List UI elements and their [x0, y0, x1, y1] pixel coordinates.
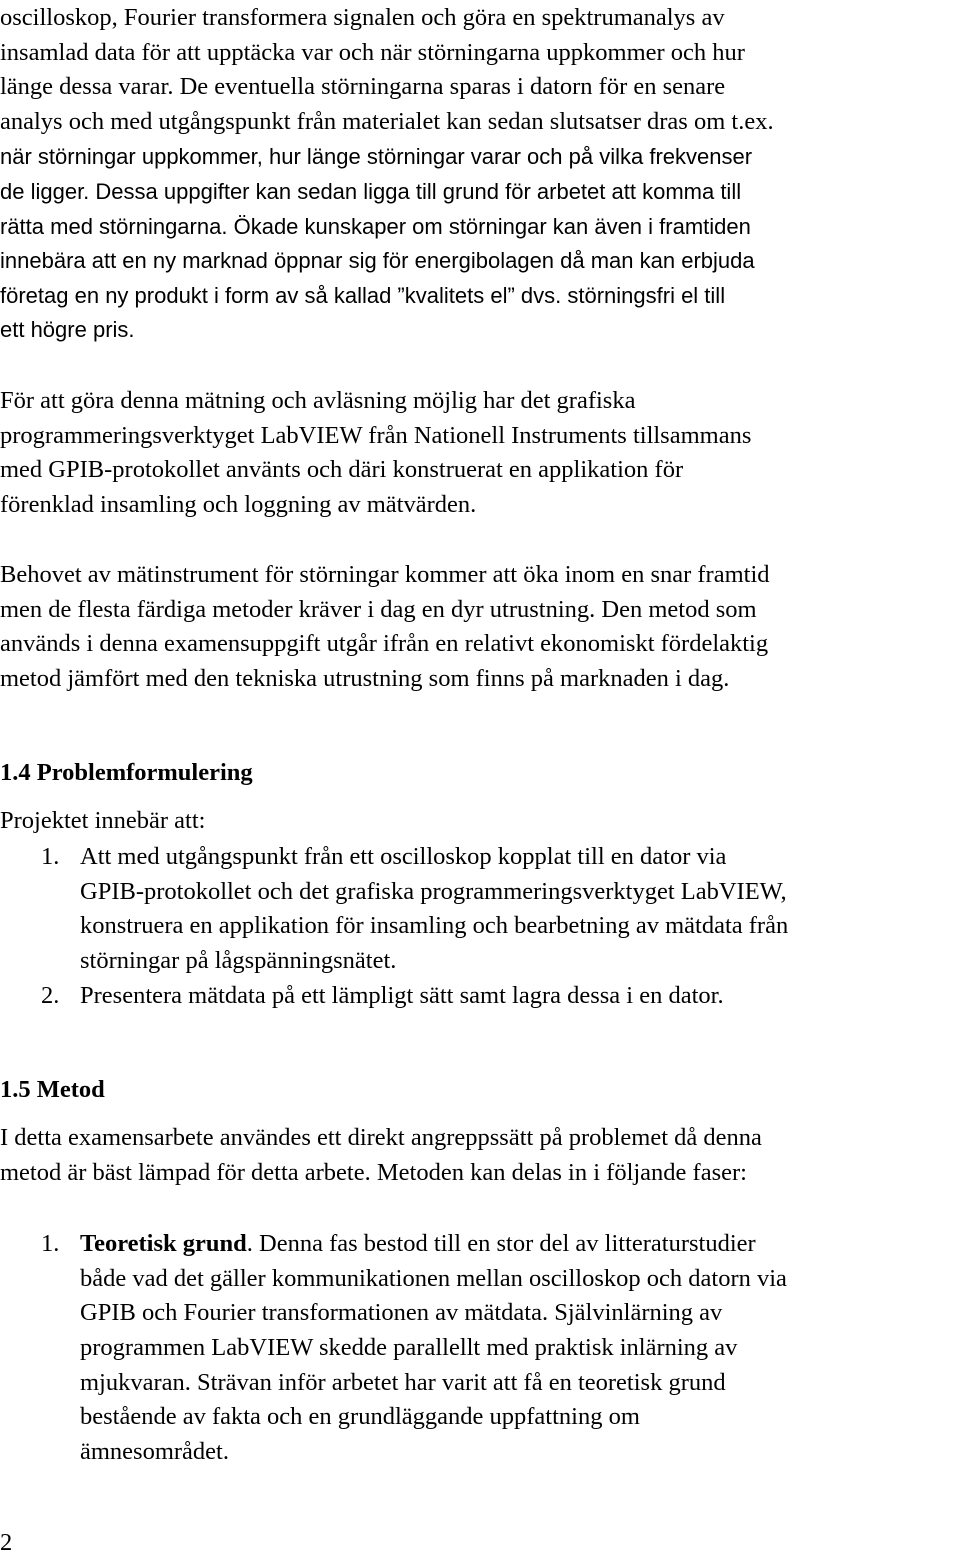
intro-line-mixed: [0, 215, 751, 240]
paragraph-line: metod är bäst lämpad för detta arbete. Metoden kan delas in i följande faser:: [0, 1159, 747, 1186]
intro-line: insamlad data för att upptäcka var och när störningarna uppkommer och hur: [0, 39, 745, 66]
intro-line: ett högre pris.: [0, 317, 135, 342]
intro-text: Dessa uppgifter kan sedan ligga till grund för arbetet att komma till: [95, 179, 742, 204]
intro-line: företag en ny produkt i form av så kallad ”kvalitets el” dvs. störningsfri el till: [0, 283, 726, 308]
intro-text: Ökade kunskaper om störningar kan även i framtiden: [233, 214, 751, 239]
list-line: Att med utgångspunkt från ett oscilloskop kopplat till en dator via: [80, 843, 727, 870]
list-line: GPIB och Fourier transformationen av mätdata. Självinlärning av: [80, 1299, 723, 1326]
list-line: både vad det gäller kommunikationen mellan oscilloskop och datorn via: [80, 1265, 787, 1292]
section-intro: Projektet innebär att:: [0, 807, 206, 834]
paragraph-line: programmeringsverktyget LabVIEW från Nationell Instruments tillsammans: [0, 422, 752, 449]
list-line: mjukvaran. Strävan inför arbetet har varit att få en teoretisk grund: [80, 1369, 726, 1396]
section-heading: 1.4 Problemformulering: [0, 759, 253, 786]
page-number: 2: [0, 1529, 13, 1556]
list-line-mixed: [80, 1232, 756, 1257]
intro-line: analys och med utgångspunkt från materialet kan sedan slutsatser dras om t.ex.: [0, 108, 774, 135]
intro-line: oscilloskop, Fourier transformera signalen och göra en spektrumanalys av: [0, 4, 725, 31]
paragraph-line: I detta examensarbete användes ett direkt angreppssätt på problemet då denna: [0, 1124, 762, 1151]
list-bold-lead: Teoretisk grund: [80, 1230, 247, 1257]
paragraph-line: används i denna examensuppgift utgår ifrån en relativt ekonomiskt fördelaktig: [0, 630, 769, 657]
intro-line: länge dessa varar. De eventuella störningarna sparas i datorn för en senare: [0, 73, 726, 100]
list-line: Presentera mätdata på ett lämpligt sätt samt lagra dessa i en dator.: [80, 982, 724, 1009]
intro-line-mixed: [0, 180, 741, 205]
paragraph-line: Behovet av mätinstrument för störningar kommer att öka inom en snar framtid: [0, 561, 770, 588]
list-line: bestående av fakta och en grundläggande uppfattning om: [80, 1403, 640, 1430]
list-number: 2.: [41, 982, 60, 1009]
list-line: programmen LabVIEW skedde parallellt med praktisk inlärning av: [80, 1334, 738, 1361]
list-line: ämnesområdet.: [80, 1438, 229, 1465]
list-number: 1.: [41, 843, 60, 870]
list-line: konstruera en applikation för insamling och bearbetning av mätdata från: [80, 912, 789, 939]
list-text: . Denna fas bestod till en stor del av litteraturstudier: [246, 1230, 756, 1257]
paragraph-line: med GPIB-protokollet använts och däri konstruerat en applikation för: [0, 456, 684, 483]
list-number: 1.: [41, 1230, 60, 1257]
intro-text: rätta med störningarna.: [0, 214, 228, 239]
section-heading: 1.5 Metod: [0, 1076, 105, 1103]
paragraph-line: förenklad insamling och loggning av mätvärden.: [0, 491, 477, 518]
intro-line: innebära att en ny marknad öppnar sig för energibolagen då man kan erbjuda: [0, 248, 755, 273]
intro-text: de ligger.: [0, 179, 90, 204]
intro-line: när störningar uppkommer, hur länge störningar varar och på vilka frekvenser: [0, 144, 753, 169]
list-line: störningar på lågspänningsnätet.: [80, 947, 397, 974]
list-line: GPIB-protokollet och det grafiska programmeringsverktyget LabVIEW,: [80, 878, 787, 905]
paragraph-line: För att göra denna mätning och avläsning möjlig har det grafiska: [0, 387, 636, 414]
paragraph-line: metod jämfört med den tekniska utrustning som finns på marknaden i dag.: [0, 665, 730, 692]
paragraph-line: men de flesta färdiga metoder kräver i dag en dyr utrustning. Den metod som: [0, 596, 757, 623]
